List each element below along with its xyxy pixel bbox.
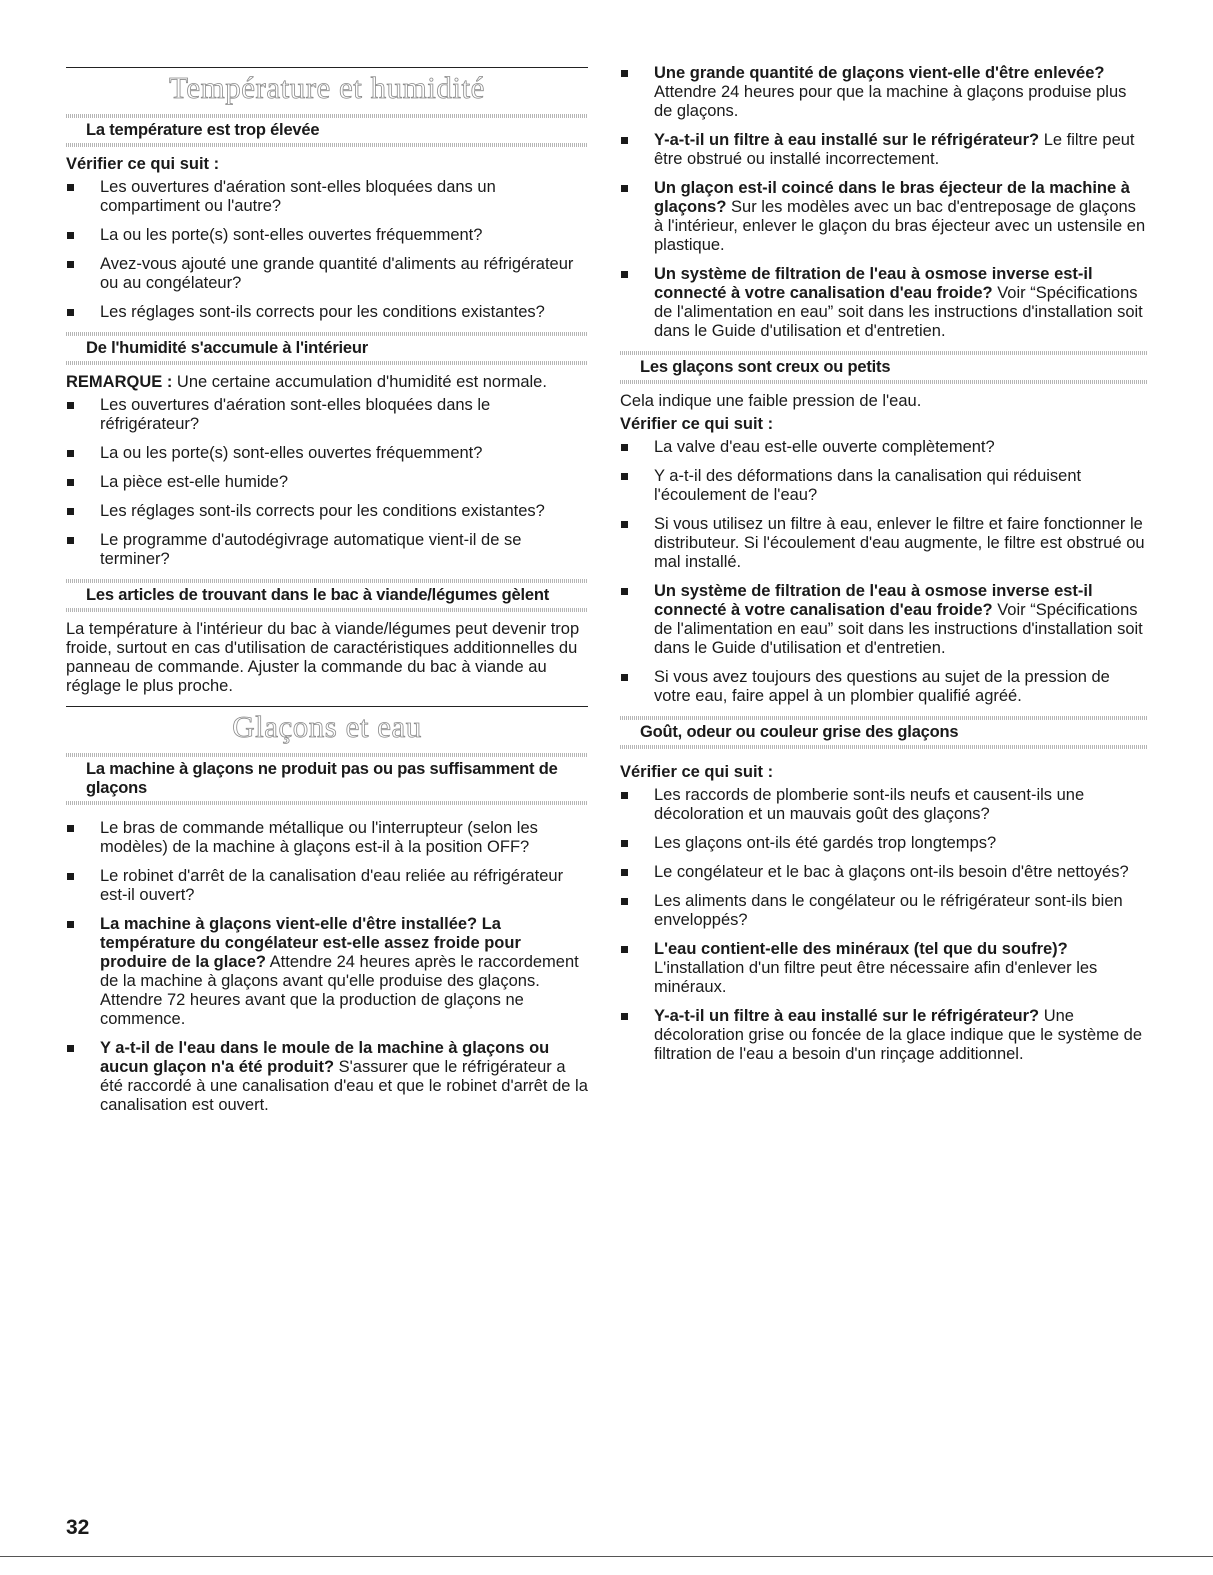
list-item bbox=[620, 131, 1148, 169]
list-item bbox=[620, 786, 1148, 824]
list-item bbox=[620, 892, 1148, 930]
list-item bbox=[620, 438, 1148, 457]
answer-text: Voir “Spécifications de l'alimentation en eau” soit dans les instructions d'installation soit dans le Guide d'utilisation et d'entretien. bbox=[654, 284, 1143, 340]
hatch-divider bbox=[66, 801, 588, 805]
list-item: La ou les porte(s) sont-elles ouvertes fréquemment? bbox=[66, 226, 588, 245]
subsection-not-producing bbox=[66, 753, 588, 805]
answer-text: Sur les modèles avec un bac d'entreposage de glaçons à l'intérieur, enlever le glaçon du bras éjecteur avec un ustensile en plastique. bbox=[654, 198, 1146, 254]
intro-paragraph: Cela indique une faible pression de l'eau. bbox=[620, 392, 922, 410]
small-cubes-list bbox=[620, 438, 1148, 706]
question-text: L'eau contient-elle des minéraux (tel que du soufre)? bbox=[654, 940, 1068, 958]
list-item bbox=[620, 863, 1148, 882]
hatch-divider bbox=[66, 608, 588, 612]
answer-text: Attendre 24 heures pour que la machine à glaçons produise plus de glaçons. bbox=[654, 83, 1127, 120]
subsection-small-cubes bbox=[620, 351, 1148, 384]
answer-text: Attendre 24 heures après le raccordement de la machine à glaçons avant qu'elle produise des glaçons. Attendre 72 heures avant que la production de glaçons ne commence. bbox=[100, 953, 579, 1028]
answer-text: Le congélateur et le bac à glaçons ont-ils besoin d'être nettoyés? bbox=[654, 863, 1129, 881]
question-text: Un système de filtration de l'eau à osmose inverse est-il connecté à votre canalisation d'eau froide? bbox=[654, 265, 1093, 302]
answer-text: Les aliments dans le congélateur ou le réfrigérateur sont-ils bien enveloppés? bbox=[654, 892, 1123, 929]
list-item: Le programme d'autodégivrage automatique vient-il de se terminer? bbox=[66, 531, 588, 569]
freezing-paragraph: La température à l'intérieur du bac à viande/légumes peut devenir trop froide, surtout en cas d'utilisation de caractéristiques additionnelles du panneau de commande. Ajuster la commande du bac à viande au réglage le plus proche. bbox=[66, 620, 580, 695]
list-item: Les réglages sont-ils corrects pour les conditions existantes? bbox=[66, 502, 588, 521]
continued-list bbox=[620, 64, 1148, 341]
question-text: Un glaçon est-il coincé dans le bras éjecteur de la machine à glaçons? bbox=[654, 179, 1130, 216]
list-item bbox=[620, 940, 1148, 997]
subsection-taste bbox=[620, 716, 1148, 749]
bottom-rule bbox=[0, 1556, 1213, 1557]
list-item bbox=[620, 582, 1148, 658]
list-item: La pièce est-elle humide? bbox=[66, 473, 588, 492]
right-column bbox=[620, 64, 1148, 1074]
list-item bbox=[66, 819, 588, 857]
moisture-list bbox=[66, 396, 588, 569]
answer-text: Les raccords de plomberie sont-ils neufs et causent-ils une décoloration et un mauvais goût des glaçons? bbox=[654, 786, 1085, 823]
left-column bbox=[66, 67, 588, 1125]
answer-text: Une décoloration grise ou foncée de la glace indique que le système de filtration de l'eau a besoin d'un rinçage additionnel. bbox=[654, 1007, 1142, 1063]
subsection-heading: De l'humidité s'accumule à l'intérieur bbox=[86, 339, 369, 357]
answer-text: La valve d'eau est-elle ouverte complètement? bbox=[654, 438, 995, 456]
subsection-heading: Goût, odeur ou couleur grise des glaçons bbox=[640, 723, 959, 741]
list-item: Les ouvertures d'aération sont-elles bloquées dans le réfrigérateur? bbox=[66, 396, 588, 434]
answer-text: L'installation d'un filtre peut être nécessaire afin d'enlever les minéraux. bbox=[654, 959, 1098, 996]
list-item bbox=[620, 64, 1148, 121]
page-number: 32 bbox=[66, 1516, 90, 1539]
question-text: Y-a-t-il un filtre à eau installé sur le réfrigérateur? bbox=[654, 1007, 1040, 1025]
taste-list bbox=[620, 786, 1148, 1064]
section-title-ice: Glaçons et eau bbox=[232, 709, 422, 744]
answer-text: Le filtre peut être obstrué ou installé incorrectement. bbox=[654, 131, 1135, 168]
list-item bbox=[66, 915, 588, 1029]
list-item bbox=[620, 265, 1148, 341]
too-warm-list bbox=[66, 178, 588, 322]
answer-text: Si vous utilisez un filtre à eau, enlever le filtre et faire fonctionner le distributeur. Si l'écoulement d'eau augmente, le filtre est obstrué ou mal installé. bbox=[654, 515, 1145, 571]
answer-text: Si vous avez toujours des questions au sujet de la pression de votre eau, faire appel à un plombier qualifié agréé. bbox=[654, 668, 1110, 705]
list-item bbox=[66, 867, 588, 905]
subsection-freezing bbox=[66, 579, 588, 612]
subsection-heading: Les glaçons sont creux ou petits bbox=[640, 358, 891, 376]
subsection-heading: Les articles de trouvant dans le bac à viande/légumes gèlent bbox=[86, 586, 550, 604]
list-item bbox=[620, 834, 1148, 853]
hatch-divider bbox=[620, 380, 1148, 384]
check-label: Vérifier ce qui suit : bbox=[620, 763, 774, 781]
subsection-moisture bbox=[66, 332, 588, 365]
list-item bbox=[620, 515, 1148, 572]
note-label: REMARQUE : bbox=[66, 373, 173, 391]
list-item: Avez-vous ajouté une grande quantité d'aliments au réfrigérateur ou au congélateur? bbox=[66, 255, 588, 293]
question-text: La machine à glaçons vient-elle d'être installée? La température du congélateur est-elle assez froide pour produire de la glace? bbox=[100, 915, 521, 971]
question-text: Y-a-t-il un filtre à eau installé sur le réfrigérateur? bbox=[654, 131, 1040, 149]
question-text: Une grande quantité de glaçons vient-elle d'être enlevée? bbox=[654, 64, 1105, 82]
not-producing-list bbox=[66, 819, 588, 1115]
answer-text: Les glaçons ont-ils été gardés trop longtemps? bbox=[654, 834, 997, 852]
answer-text: Voir “Spécifications de l'alimentation en eau” soit dans les instructions d'installation soit dans le Guide d'utilisation et d'entretien. bbox=[654, 601, 1143, 657]
note-paragraph bbox=[66, 373, 588, 392]
question-text: Y a-t-il de l'eau dans le moule de la machine à glaçons ou aucun glaçon n'a été produit? bbox=[100, 1039, 550, 1076]
list-item: La ou les porte(s) sont-elles ouvertes fréquemment? bbox=[66, 444, 588, 463]
check-label: Vérifier ce qui suit : bbox=[620, 415, 774, 433]
answer-text: Le bras de commande métallique ou l'interrupteur (selon les modèles) de la machine à glaçons est-il à la position OFF? bbox=[100, 819, 538, 856]
list-item: Les ouvertures d'aération sont-elles bloquées dans un compartiment ou l'autre? bbox=[66, 178, 588, 216]
answer-text: Le robinet d'arrêt de la canalisation d'eau reliée au réfrigérateur est-il ouvert? bbox=[100, 867, 564, 904]
answer-text: S'assurer que le réfrigérateur a été raccordé à une canalisation d'eau et que le robinet d'arrêt de la canalisation est ouvert. bbox=[100, 1058, 588, 1114]
hatch-divider bbox=[620, 745, 1148, 749]
list-item bbox=[66, 1039, 588, 1115]
section-title-temperature: Température et humidité bbox=[169, 70, 485, 105]
question-text: Un système de filtration de l'eau à osmose inverse est-il connecté à votre canalisation d'eau froide? bbox=[654, 582, 1093, 619]
list-item bbox=[620, 179, 1148, 255]
list-item: Les réglages sont-ils corrects pour les conditions existantes? bbox=[66, 303, 588, 322]
subsection-too-warm bbox=[66, 114, 588, 147]
subsection-heading: La machine à glaçons ne produit pas ou pas suffisamment de glaçons bbox=[86, 760, 558, 797]
note-text: Une certaine accumulation d'humidité est normale. bbox=[172, 373, 547, 391]
subsection-heading: La température est trop élevée bbox=[86, 121, 320, 139]
check-label: Vérifier ce qui suit : bbox=[66, 155, 220, 173]
hatch-divider bbox=[66, 361, 588, 365]
list-item bbox=[620, 668, 1148, 706]
list-item bbox=[620, 467, 1148, 505]
list-item bbox=[620, 1007, 1148, 1064]
hatch-divider bbox=[66, 143, 588, 147]
answer-text: Y a-t-il des déformations dans la canalisation qui réduisent l'écoulement de l'eau? bbox=[654, 467, 1082, 504]
